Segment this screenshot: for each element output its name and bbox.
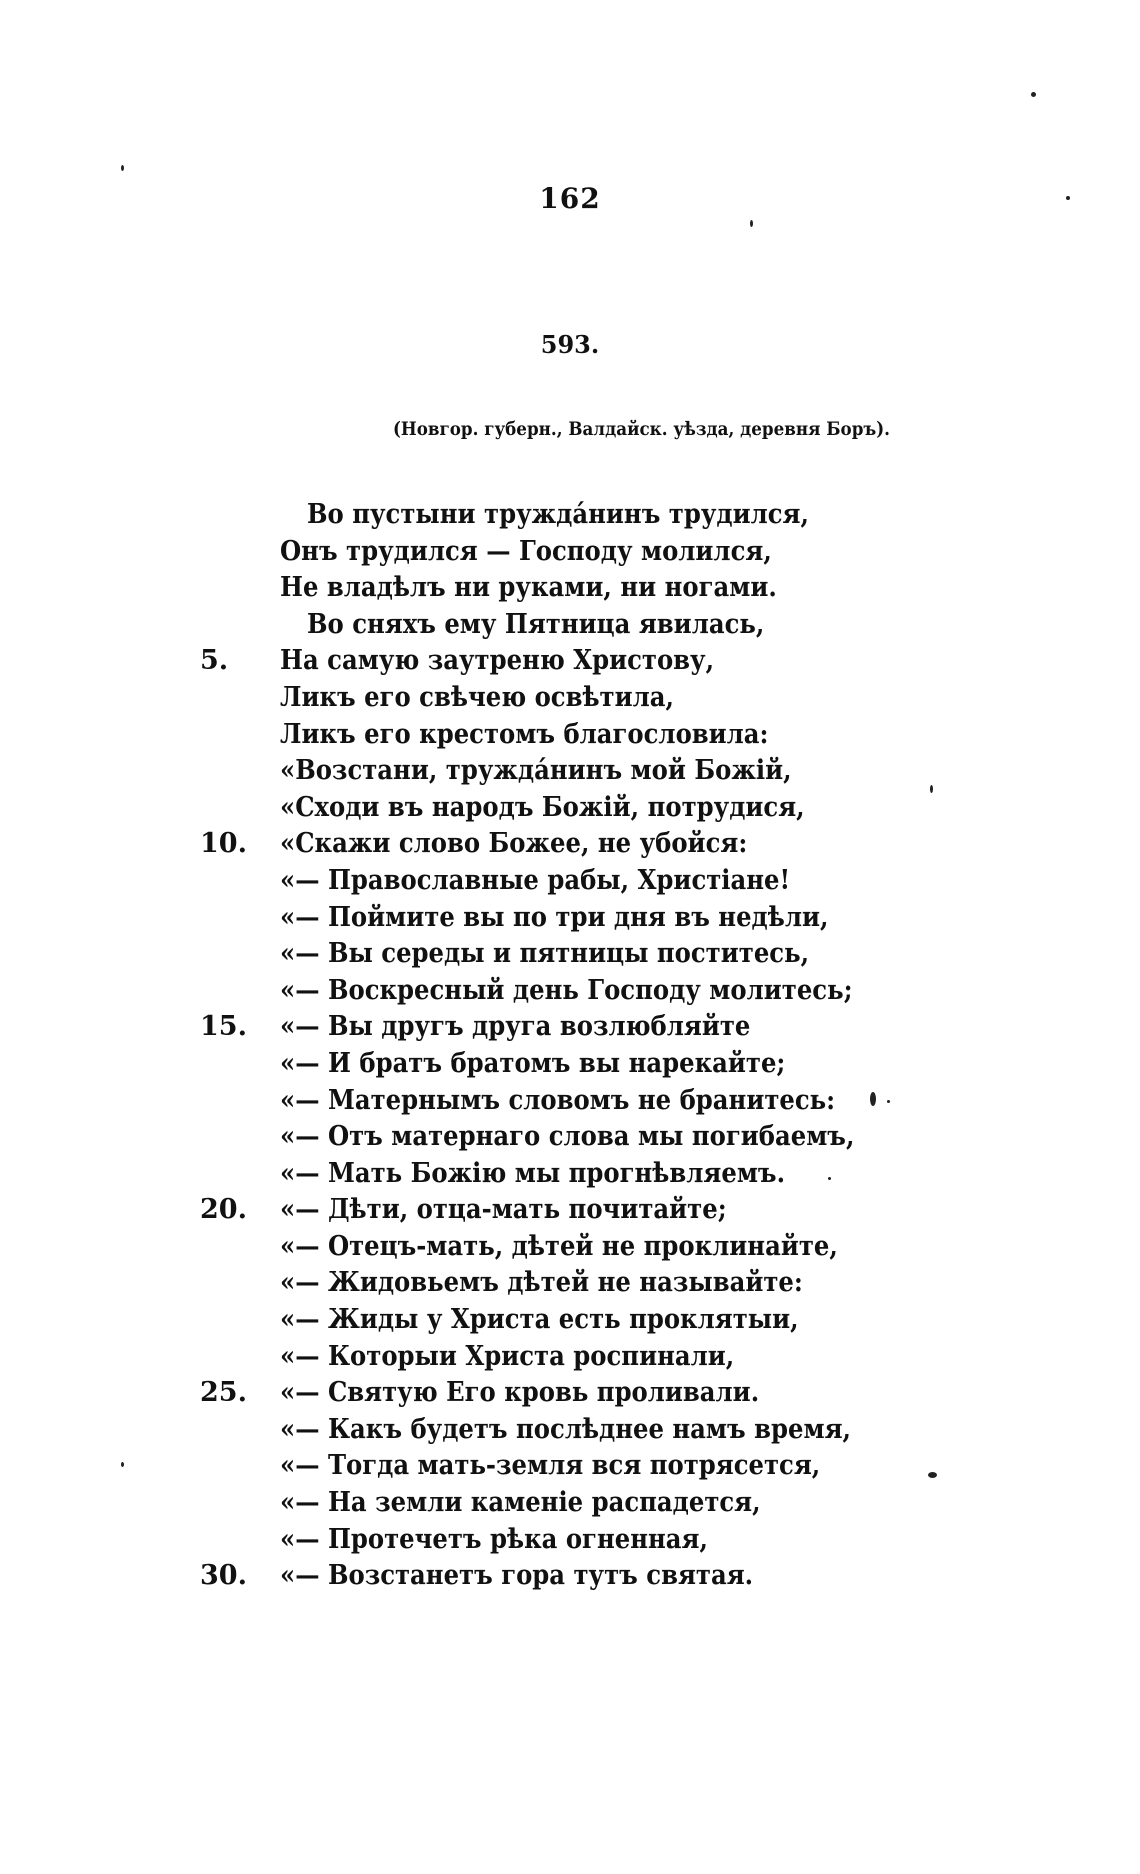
source-note: (Новгор. губерн., Валдайск. уѣзда, деревня Боръ). — [393, 418, 890, 440]
poem-line — [200, 680, 880, 717]
song-number: 593. — [540, 330, 600, 359]
line-text: «— Отецъ-мать, дѣтей не проклинайте, — [280, 1230, 838, 1262]
line-text: Онъ трудился — Господу молился, — [280, 535, 772, 567]
line-text: На самую заутреню Христову, — [280, 645, 715, 677]
poem-line — [200, 973, 880, 1010]
line-number: 30. — [200, 1560, 247, 1592]
scan-speck — [1031, 92, 1036, 97]
line-text: «— Протечетъ рѣка огненная, — [280, 1523, 708, 1555]
line-text: «— Православные рабы, Христіане! — [280, 864, 791, 896]
line-text: «— Отъ матернаго слова мы погибаемъ, — [280, 1121, 855, 1153]
line-text: «— Возстанетъ гора тутъ святая. — [280, 1560, 754, 1592]
line-text: «Возстани, труждáнинъ мой Божій, — [280, 755, 792, 787]
line-text: «— Мать Божію мы прогнѣвляемъ. — [280, 1157, 786, 1189]
line-text: «— Поймите вы по три дня въ недѣли, — [280, 901, 829, 933]
poem-line — [200, 1375, 880, 1412]
scan-speck — [930, 785, 933, 793]
poem-line — [200, 570, 880, 607]
scan-speck — [1066, 196, 1070, 200]
scan-speck — [750, 220, 753, 227]
line-text: «Сходи въ народъ Божій, потрудися, — [280, 791, 805, 823]
line-text: Не владѣлъ ни руками, ни ногами. — [280, 572, 777, 604]
poem-line — [200, 1412, 880, 1449]
line-number: 15. — [200, 1011, 247, 1043]
scan-speck — [121, 1462, 124, 1467]
line-text: «— Жиды у Христа есть проклятыи, — [280, 1304, 799, 1336]
poem-line — [200, 1046, 880, 1083]
poem-line — [200, 717, 880, 754]
poem-line — [200, 936, 880, 973]
scan-speck — [121, 165, 124, 171]
line-text: Во сняхъ ему Пятница явилась, — [307, 608, 765, 640]
poem-line — [200, 1229, 880, 1266]
line-text: «— Тогда мать-земля вся потрясется, — [280, 1450, 821, 1482]
line-text: «Скажи слово Божее, не убойся: — [280, 828, 748, 860]
poem-line — [200, 1009, 880, 1046]
poem-line — [200, 1265, 880, 1302]
poem-line — [200, 1522, 880, 1559]
scan-speck — [828, 1177, 831, 1180]
poem-line — [200, 607, 880, 644]
poem-line — [200, 900, 880, 937]
poem-line — [200, 826, 880, 863]
page-number: 162 — [539, 182, 601, 215]
poem-line — [200, 1083, 880, 1120]
poem-line — [200, 643, 880, 680]
line-text: «— Вы середы и пятницы поститесь, — [280, 938, 810, 970]
line-text: «— Вы другъ друга возлюбляйте — [280, 1011, 751, 1043]
line-text: «— Которыи Христа роспинали, — [280, 1340, 735, 1372]
poem-line — [200, 1302, 880, 1339]
poem-line — [200, 753, 880, 790]
poem-line — [200, 534, 880, 571]
line-text: Ликъ его свѣчею освѣтила, — [280, 681, 674, 713]
scan-speck — [887, 1100, 890, 1103]
line-text: Ликъ его крестомъ благословила: — [280, 718, 769, 750]
poem-line — [200, 1558, 880, 1595]
line-number: 25. — [200, 1377, 247, 1409]
line-text: «— Матернымъ словомъ не бранитесь: — [280, 1084, 836, 1116]
scan-speck — [870, 1092, 876, 1106]
line-text: «— Воскресный день Господу молитесь; — [280, 974, 853, 1006]
line-number: 5. — [200, 645, 229, 677]
scan-speck — [928, 1472, 937, 1478]
poem-line — [200, 790, 880, 827]
line-text: «— Жидовьемъ дѣтей не называйте: — [280, 1267, 803, 1299]
line-text: Во пустыни труждáнинъ трудился, — [307, 499, 809, 530]
line-text: «— На земли каменіе распадется, — [280, 1487, 761, 1519]
poem-line — [200, 1119, 880, 1156]
poem-line — [200, 1485, 880, 1522]
line-text: «— Дѣти, отца-мать почитайте; — [280, 1194, 727, 1226]
line-text: «— Какъ будетъ послѣднее намъ время, — [280, 1413, 851, 1445]
poem-line — [200, 497, 880, 534]
poem-line — [200, 1156, 880, 1193]
line-text: «— Святую Его кровь проливали. — [280, 1377, 760, 1409]
poem-line — [200, 863, 880, 900]
line-number: 20. — [200, 1194, 247, 1226]
poem-text — [200, 497, 880, 1595]
line-number: 10. — [200, 828, 247, 860]
line-text: «— И братъ братомъ вы нарекайте; — [280, 1047, 786, 1079]
poem-line — [200, 1339, 880, 1376]
poem-line — [200, 1192, 880, 1229]
poem-line — [200, 1448, 880, 1485]
